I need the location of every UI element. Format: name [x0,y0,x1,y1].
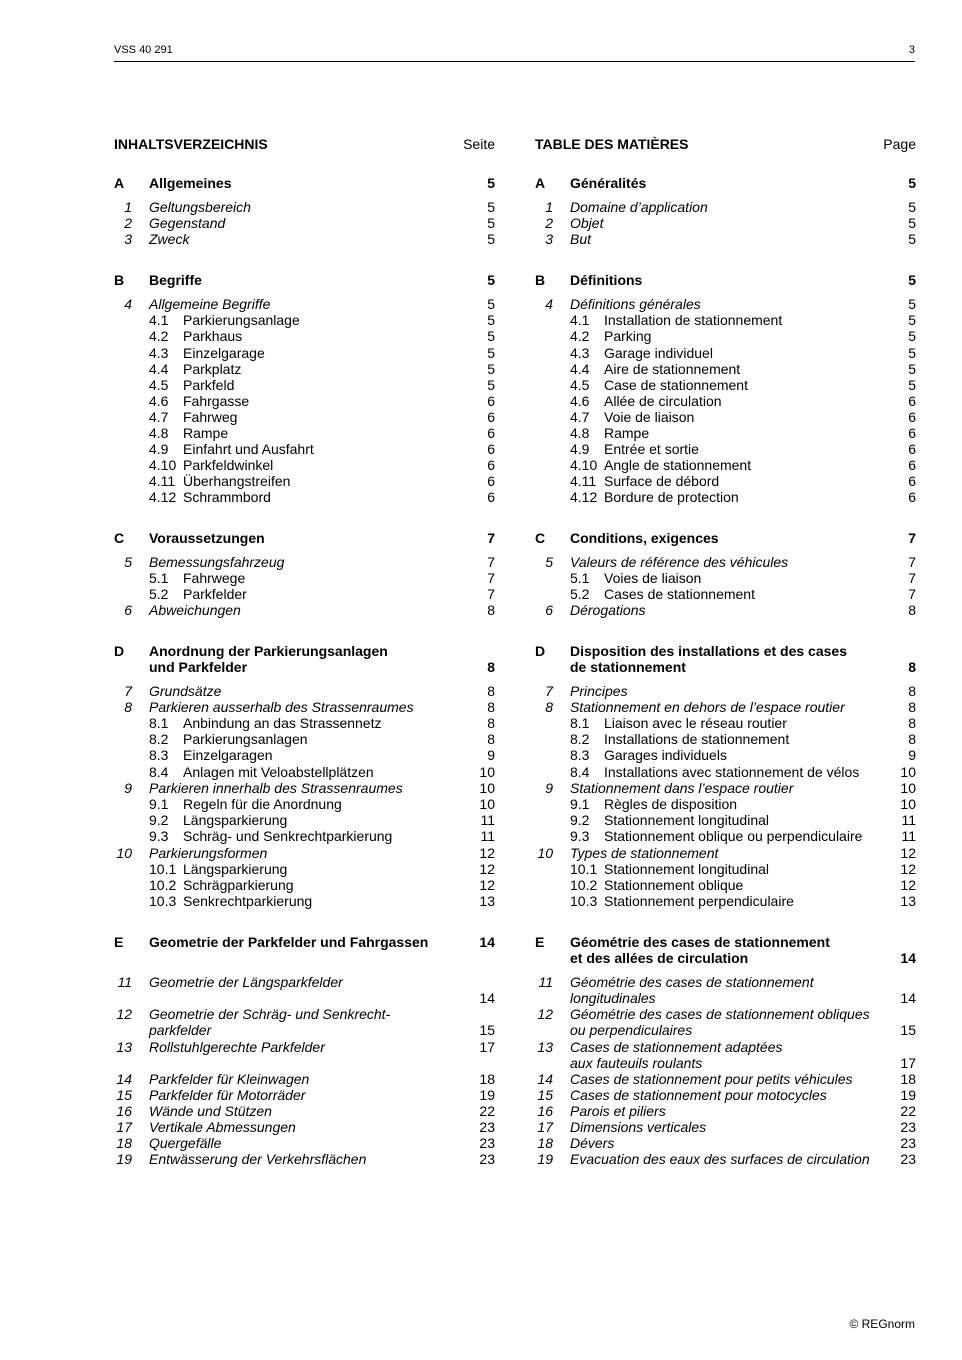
entry-number: 8.4 [570,764,590,780]
entry-title: Surface de débord [604,473,720,489]
entry-title: Règles de disposition [604,796,738,812]
entry-title: Dévers [570,1135,615,1151]
entry-number: 4.6 [149,393,169,409]
entry-number: 5.1 [149,570,169,586]
entry-page: 12 [900,877,916,893]
entry-title: Einzelgarage [183,345,265,361]
entry-page: 17 [479,1039,495,1055]
entry-title: Cases de stationnement [604,586,755,602]
toc-title: INHALTSVERZEICHNIS [114,136,268,152]
entry-page: 8 [908,699,916,715]
entry-title: Längsparkierung [183,812,288,828]
entry-page: 6 [908,473,916,489]
entry-number: A [535,175,546,191]
entry-title: Geometrie der Schräg- und Senkrecht- parkfelder [149,1006,391,1038]
entry-number: 4.12 [149,489,177,505]
entry-title: Dérogations [570,602,646,618]
entry-page: 5 [908,215,916,231]
entry-page: 8 [908,715,916,731]
entry-number: 9 [124,780,132,796]
entry-title: Geometrie der Parkfelder und Fahrgassen [149,934,429,950]
entry-title: Généralités [570,175,647,191]
entry-title: Anordnung der Parkierungsanlagen und Parkfelder [149,643,388,675]
entry-title: Géométrie des cases de stationnement obliques ou perpendiculaires [570,1006,870,1038]
entry-number: 8.2 [149,731,169,747]
entry-title: Fahrwege [183,570,246,586]
entry-page: 11 [901,812,916,828]
entry-title: Wände und Stützen [149,1103,272,1119]
entry-number: 7 [124,683,132,699]
entry-title: Types de stationnement [570,845,719,861]
entry-title: Cases de stationnement pour petits véhicules [570,1071,853,1087]
entry-number: B [114,272,125,288]
entry-title: Zweck [149,231,190,247]
entry-page: 6 [487,441,495,457]
entry-page: 7 [908,530,916,546]
entry-title: Parkierungsanlage [183,312,300,328]
entry-title: Parkfelder [183,586,247,602]
entry-page: 23 [900,1119,916,1135]
entry-page: 19 [479,1087,495,1103]
entry-title: Voraussetzungen [149,530,265,546]
entry-number: 10.2 [149,877,177,893]
entry-page: 14 [900,990,916,1006]
entry-number: 3 [545,231,553,247]
entry-title: Parkieren ausserhalb des Strassenraumes [149,699,414,715]
entry-title: Parking [604,328,652,344]
entry-page: 10 [900,764,916,780]
entry-title: Stationnement oblique ou perpendiculaire [604,828,863,844]
entry-title: Définitions générales [570,296,701,312]
entry-page: 6 [487,473,495,489]
entry-page: 13 [900,893,916,909]
entry-number: 4.3 [570,345,590,361]
entry-page: 7 [487,554,495,570]
entry-title: Installations de stationnement [604,731,790,747]
entry-title: Quergefälle [149,1135,222,1151]
entry-number: 4.4 [570,361,590,377]
entry-title: Überhangstreifen [183,473,291,489]
entry-title: Principes [570,683,628,699]
entry-title: Schräg- und Senkrechtparkierung [183,828,393,844]
entry-page: 13 [479,893,495,909]
entry-number: 15 [537,1087,553,1103]
entry-number: 10.1 [570,861,598,877]
entry-page: 5 [487,231,495,247]
entry-title: Begriffe [149,272,202,288]
entry-page: 12 [479,861,495,877]
entry-page: 5 [908,377,916,393]
entry-page: 8 [908,659,916,675]
entry-number: 4.1 [149,312,169,328]
entry-title: Gegenstand [149,215,226,231]
entry-title: Einfahrt und Ausfahrt [183,441,314,457]
entry-number: 8.1 [149,715,169,731]
entry-number: 6 [124,602,132,618]
entry-number: 8.3 [570,747,590,763]
entry-number: 19 [537,1151,553,1167]
entry-page: 18 [479,1071,495,1087]
entry-number: 17 [537,1119,553,1135]
entry-title: Installations avec stationnement de vélos [604,764,860,780]
entry-title: Cases de stationnement adaptées aux fauteuils roulants [570,1039,783,1071]
page-number: 3 [908,44,915,56]
entry-number: 4.8 [570,425,590,441]
entry-title: Fahrgasse [183,393,250,409]
entry-title: Geltungsbereich [149,199,251,215]
entry-number: 1 [124,199,132,215]
entry-number: 9.1 [570,796,590,812]
entry-number: 10.1 [149,861,177,877]
entry-number: E [535,934,545,950]
entry-number: 8 [124,699,132,715]
entry-title: Définitions [570,272,643,288]
entry-number: 10 [537,845,553,861]
entry-number: 4 [545,296,553,312]
entry-title: Entrée et sortie [604,441,699,457]
entry-page: 23 [479,1119,495,1135]
entry-page: 6 [908,425,916,441]
entry-number: 2 [124,215,132,231]
entry-number: 4.1 [570,312,590,328]
entry-page: 6 [487,457,495,473]
entry-number: E [114,934,124,950]
entry-number: 5.2 [149,586,169,602]
toc-page-label: Seite [463,136,495,152]
entry-number: 19 [116,1151,132,1167]
entry-number: 4.2 [149,328,169,344]
entry-page: 8 [487,683,495,699]
entry-number: 18 [116,1135,132,1151]
entry-number: 4.2 [570,328,590,344]
entry-number: 4.3 [149,345,169,361]
entry-title: Stationnement longitudinal [604,812,770,828]
entry-number: 9 [545,780,553,796]
entry-title: Objet [570,215,604,231]
entry-page: 15 [900,1022,916,1038]
entry-title: Installation de stationnement [604,312,783,328]
entry-number: 10 [116,845,132,861]
entry-title: Vertikale Abmessungen [149,1119,296,1135]
entry-number: 17 [116,1119,132,1135]
entry-page: 8 [487,602,495,618]
entry-number: 16 [116,1103,132,1119]
entry-page: 8 [487,731,495,747]
entry-number: 10.2 [570,877,598,893]
entry-page: 12 [900,861,916,877]
entry-title: Anlagen mit Veloabstellplätzen [183,764,374,780]
entry-number: 4.9 [149,441,169,457]
entry-title: Angle de stationnement [604,457,752,473]
entry-number: 4.8 [149,425,169,441]
entry-number: 4.12 [570,489,598,505]
entry-title: Allée de circulation [604,393,722,409]
entry-page: 12 [900,845,916,861]
entry-number: 14 [537,1071,553,1087]
entry-page: 5 [487,199,495,215]
entry-page: 23 [479,1151,495,1167]
toc-column-german [114,0,495,1360]
entry-page: 5 [908,231,916,247]
entry-title: Voie de liaison [604,409,695,425]
entry-title: Stationnement perpendiculaire [604,893,794,909]
entry-page: 10 [900,796,916,812]
entry-number: 11 [117,974,132,990]
entry-number: 3 [124,231,132,247]
entry-title: Senkrechtparkierung [183,893,313,909]
entry-title: Rollstuhlgerechte Parkfelder [149,1039,325,1055]
entry-title: Parkplatz [183,361,242,377]
entry-page: 5 [908,312,916,328]
entry-number: 4.5 [149,377,169,393]
entry-page: 8 [487,715,495,731]
entry-page: 5 [487,328,495,344]
entry-title: Anbindung an das Strassennetz [183,715,382,731]
entry-page: 12 [479,877,495,893]
entry-page: 5 [487,272,495,288]
entry-page: 15 [479,1022,495,1038]
entry-title: Längsparkierung [183,861,288,877]
entry-number: 8 [545,699,553,715]
entry-page: 6 [487,393,495,409]
entry-number: D [114,643,125,659]
entry-title: Schrägparkierung [183,877,294,893]
entry-title: Dimensions verticales [570,1119,707,1135]
entry-page: 5 [908,328,916,344]
entry-page: 8 [487,659,495,675]
entry-title: Stationnement dans l’espace routier [570,780,794,796]
entry-number: 4.7 [570,409,590,425]
entry-page: 8 [908,602,916,618]
entry-number: 9.1 [149,796,169,812]
entry-number: 4.5 [570,377,590,393]
entry-page: 6 [487,489,495,505]
entry-page: 14 [479,934,495,950]
entry-page: 7 [908,570,916,586]
entry-page: 5 [908,361,916,377]
entry-number: C [114,530,125,546]
entry-page: 7 [908,586,916,602]
entry-number: 6 [545,602,553,618]
entry-page: 7 [487,586,495,602]
toc-title: TABLE DES MATIÈRES [535,136,689,152]
entry-number: 13 [116,1039,132,1055]
entry-page: 6 [908,409,916,425]
entry-page: 7 [908,554,916,570]
entry-title: Allgemeine Begriffe [149,296,271,312]
entry-number: 4.10 [570,457,598,473]
entry-page: 5 [487,215,495,231]
entry-page: 9 [908,747,916,763]
entry-number: 4.6 [570,393,590,409]
entry-page: 9 [487,747,495,763]
entry-number: 9.3 [149,828,169,844]
entry-page: 8 [908,731,916,747]
entry-page: 5 [908,296,916,312]
entry-number: 4.10 [149,457,177,473]
entry-title: Parois et piliers [570,1103,666,1119]
entry-title: Einzelgaragen [183,747,273,763]
entry-page: 6 [908,393,916,409]
entry-title: Evacuation des eaux des surfaces de circulation [570,1151,870,1167]
entry-page: 5 [487,345,495,361]
toc-column-french [535,0,916,1360]
entry-page: 5 [487,175,495,191]
entry-title: Bordure de protection [604,489,739,505]
entry-page: 23 [900,1151,916,1167]
entry-number: 8.4 [149,764,169,780]
entry-page: 5 [487,296,495,312]
entry-page: 11 [901,828,916,844]
entry-title: Allgemeines [149,175,232,191]
entry-number: 5.1 [570,570,590,586]
entry-title: Bemessungsfahrzeug [149,554,285,570]
entry-page: 10 [479,780,495,796]
entry-number: C [535,530,546,546]
entry-page: 7 [487,530,495,546]
entry-page: 6 [487,425,495,441]
entry-title: Stationnement en dehors de l’espace routier [570,699,845,715]
entry-title: Parkfeld [183,377,235,393]
entry-number: 8.2 [570,731,590,747]
copyright-notice: © REGnorm [849,1317,915,1331]
entry-number: 5.2 [570,586,590,602]
entry-title: Aire de stationnement [604,361,741,377]
entry-title: Conditions, exigences [570,530,719,546]
entry-number: 4.4 [149,361,169,377]
entry-title: Géométrie des cases de stationnement longitudinales [570,974,814,1006]
entry-number: 14 [116,1071,132,1087]
entry-number: 13 [537,1039,553,1055]
entry-page: 14 [900,950,916,966]
entry-page: 18 [900,1071,916,1087]
entry-page: 10 [479,796,495,812]
entry-title: Géométrie des cases de stationnement et des allées de circulation [570,934,830,966]
entry-page: 14 [479,990,495,1006]
entry-page: 5 [908,272,916,288]
entry-title: Rampe [604,425,650,441]
entry-page: 6 [908,457,916,473]
entry-title: Garage individuel [604,345,713,361]
entry-page: 8 [487,699,495,715]
entry-number: 5 [545,554,553,570]
entry-title: Geometrie der Längsparkfelder [149,974,343,990]
entry-title: Stationnement oblique [604,877,744,893]
entry-page: 11 [480,812,495,828]
entry-number: 4.7 [149,409,169,425]
entry-title: Parkierungsformen [149,845,268,861]
entry-number: 12 [537,1006,553,1022]
entry-number: 4.11 [570,473,597,489]
entry-title: Schrammbord [183,489,271,505]
entry-page: 19 [900,1087,916,1103]
entry-page: 6 [908,441,916,457]
entry-page: 5 [487,312,495,328]
entry-number: A [114,175,125,191]
entry-number: 4.11 [149,473,176,489]
entry-number: 10.3 [570,893,598,909]
entry-page: 7 [487,570,495,586]
entry-page: 22 [479,1103,495,1119]
entry-title: Entwässerung der Verkehrsflächen [149,1151,367,1167]
entry-page: 5 [908,175,916,191]
entry-page: 6 [487,409,495,425]
entry-title: Garages individuels [604,747,727,763]
entry-title: Rampe [183,425,229,441]
entry-title: Parkfeldwinkel [183,457,274,473]
entry-page: 12 [479,845,495,861]
entry-title: Parkfelder für Kleinwagen [149,1071,310,1087]
entry-page: 8 [908,683,916,699]
entry-page: 5 [487,377,495,393]
entry-number: D [535,643,546,659]
entry-page: 5 [487,361,495,377]
entry-number: B [535,272,546,288]
entry-title: But [570,231,592,247]
entry-number: 9.2 [570,812,590,828]
entry-title: Grundsätze [149,683,222,699]
entry-title: Voies de liaison [604,570,702,586]
entry-title: Parkieren innerhalb des Strassenraumes [149,780,403,796]
entry-number: 8.3 [149,747,169,763]
entry-number: 8.1 [570,715,590,731]
entry-title: Liaison avec le réseau routier [604,715,787,731]
entry-title: Fahrweg [183,409,238,425]
entry-title: Regeln für die Anordnung [183,796,342,812]
entry-page: 23 [479,1135,495,1151]
entry-number: 5 [124,554,132,570]
entry-page: 6 [908,489,916,505]
document-code: VSS 40 291 [114,44,173,56]
entry-title: Domaine d’application [570,199,708,215]
entry-number: 9.2 [149,812,169,828]
entry-number: 18 [537,1135,553,1151]
entry-page: 23 [900,1135,916,1151]
entry-number: 11 [538,974,553,990]
entry-page: 22 [900,1103,916,1119]
entry-title: Cases de stationnement pour motocycles [570,1087,827,1103]
entry-title: Valeurs de référence des véhicules [570,554,789,570]
entry-title: Parkfelder für Motorräder [149,1087,306,1103]
entry-title: Case de stationnement [604,377,748,393]
entry-number: 7 [545,683,553,699]
entry-number: 1 [545,199,553,215]
entry-page: 10 [479,764,495,780]
entry-number: 12 [116,1006,132,1022]
entry-number: 9.3 [570,828,590,844]
entry-title: Parkierungsanlagen [183,731,308,747]
entry-number: 10.3 [149,893,177,909]
entry-page: 11 [480,828,495,844]
entry-number: 16 [537,1103,553,1119]
entry-page: 10 [900,780,916,796]
entry-number: 4.9 [570,441,590,457]
entry-page: 5 [908,345,916,361]
toc-page-label: Page [883,136,916,152]
entry-number: 2 [545,215,553,231]
entry-title: Disposition des installations et des cases de stationnement [570,643,847,675]
entry-number: 4 [124,296,132,312]
entry-page: 5 [908,199,916,215]
entry-title: Abweichungen [149,602,241,618]
entry-number: 15 [116,1087,132,1103]
entry-page: 17 [900,1055,916,1071]
entry-title: Parkhaus [183,328,243,344]
entry-title: Stationnement longitudinal [604,861,770,877]
